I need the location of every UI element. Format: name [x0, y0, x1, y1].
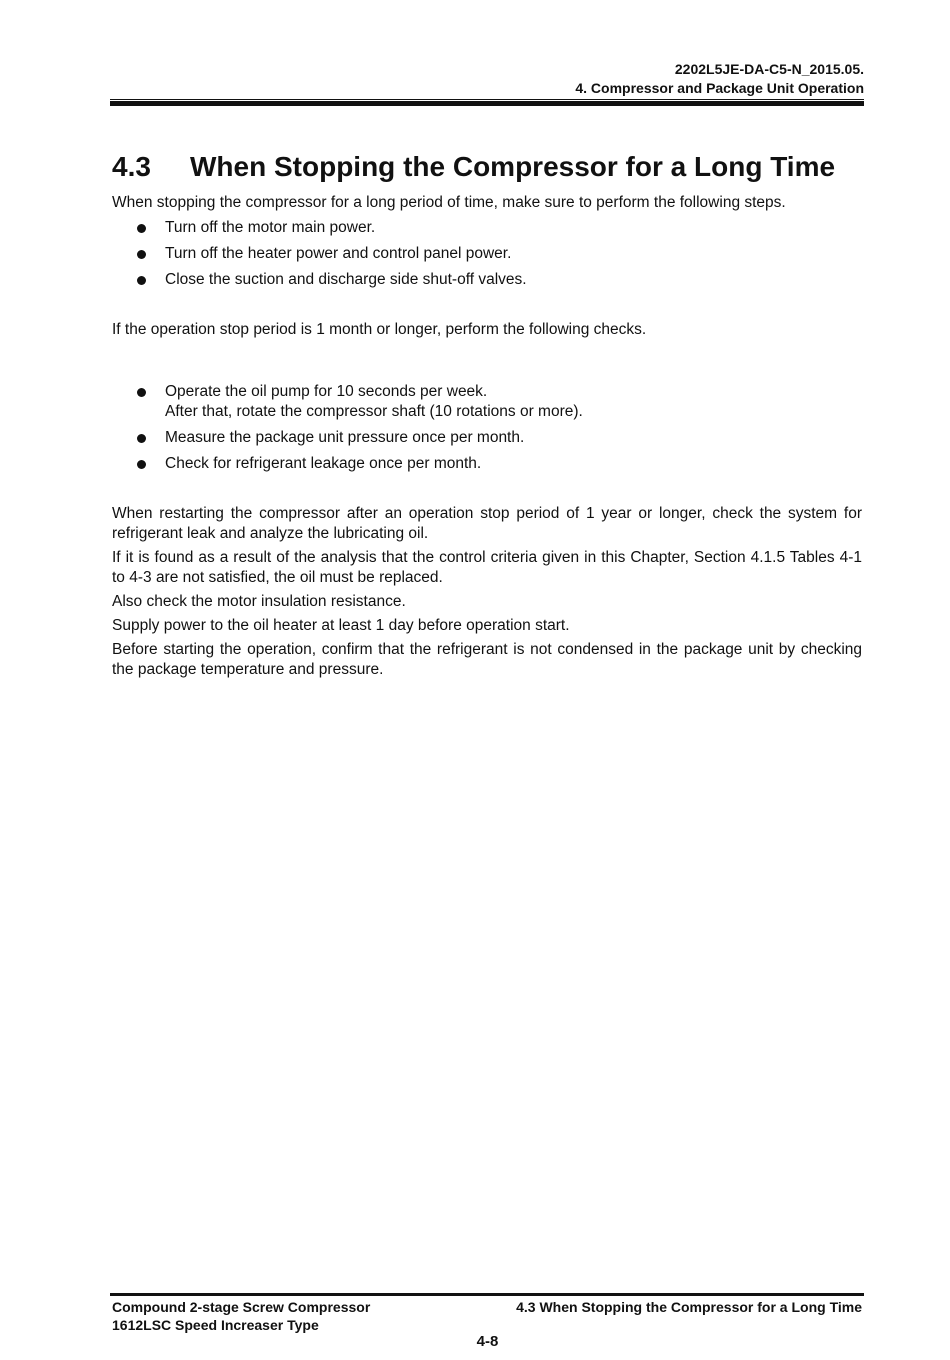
chapter-title: 4. Compressor and Package Unit Operation [575, 80, 864, 96]
product-name: Compound 2-stage Screw Compressor [112, 1299, 371, 1315]
list-item [112, 454, 862, 474]
section-title: When Stopping the Compressor for a Long Time [190, 151, 836, 182]
bullet-icon [137, 388, 146, 397]
page-header [110, 60, 864, 98]
bullet-icon [137, 250, 146, 259]
check-text: Operate the oil pump for 10 seconds per week. [165, 383, 488, 400]
document-code: 2202L5JE-DA-C5-N_2015.05. [674, 61, 864, 77]
list-item [112, 218, 862, 238]
bullet-icon [137, 224, 146, 233]
bullet-icon [137, 434, 146, 443]
check-text-continued: After that, rotate the compressor shaft (10 rotations or more). [165, 403, 583, 420]
restart-paragraph: When restarting the compressor after an operation stop period of 1 year or longer, check the system for refrigerant leak and analyze the lubricating oil. [112, 505, 862, 542]
periodic-checks-list [112, 382, 862, 474]
restart-paragraph: Also check the motor insulation resistance. [112, 593, 406, 610]
step-text: Turn off the motor main power. [165, 219, 376, 236]
footer-product [112, 1298, 370, 1334]
list-item [112, 270, 862, 290]
checks-intro-paragraph: If the operation stop period is 1 month or longer, perform the following checks. [112, 321, 647, 338]
check-text: Measure the package unit pressure once per month. [165, 429, 525, 446]
section-number: 4.3 [112, 151, 151, 182]
header-divider-thin [110, 99, 864, 100]
step-text: Close the suction and discharge side shut-off valves. [165, 271, 527, 288]
restart-paragraph: Before starting the operation, confirm that the refrigerant is not condensed in the package unit by checking the package temperature and pressure. [112, 641, 862, 678]
check-text: Check for refrigerant leakage once per month. [165, 455, 482, 472]
header-divider-thick [110, 101, 864, 106]
restart-paragraph: If it is found as a result of the analysis that the control criteria given in this Chapter, Section 4.1.5 Tables 4-1 to 4-3 are not satisfied, the oil must be replaced. [112, 549, 862, 586]
intro-paragraph: When stopping the compressor for a long period of time, make sure to perform the following steps. [112, 194, 786, 211]
product-type: 1612LSC Speed Increaser Type [112, 1317, 319, 1333]
shutdown-steps-list [112, 218, 862, 290]
list-item [112, 428, 862, 448]
restart-paragraph: Supply power to the oil heater at least 1 day before operation start. [112, 617, 570, 634]
bullet-icon [137, 460, 146, 469]
step-text: Turn off the heater power and control panel power. [165, 245, 512, 262]
list-item [112, 244, 862, 264]
section-heading [112, 150, 835, 184]
footer-divider [110, 1293, 864, 1296]
footer-section-ref: 4.3 When Stopping the Compressor for a Long Time [516, 1299, 862, 1315]
bullet-icon [137, 276, 146, 285]
page-number: 4-8 [476, 1333, 499, 1350]
list-item [112, 382, 862, 422]
section-body [112, 193, 862, 684]
